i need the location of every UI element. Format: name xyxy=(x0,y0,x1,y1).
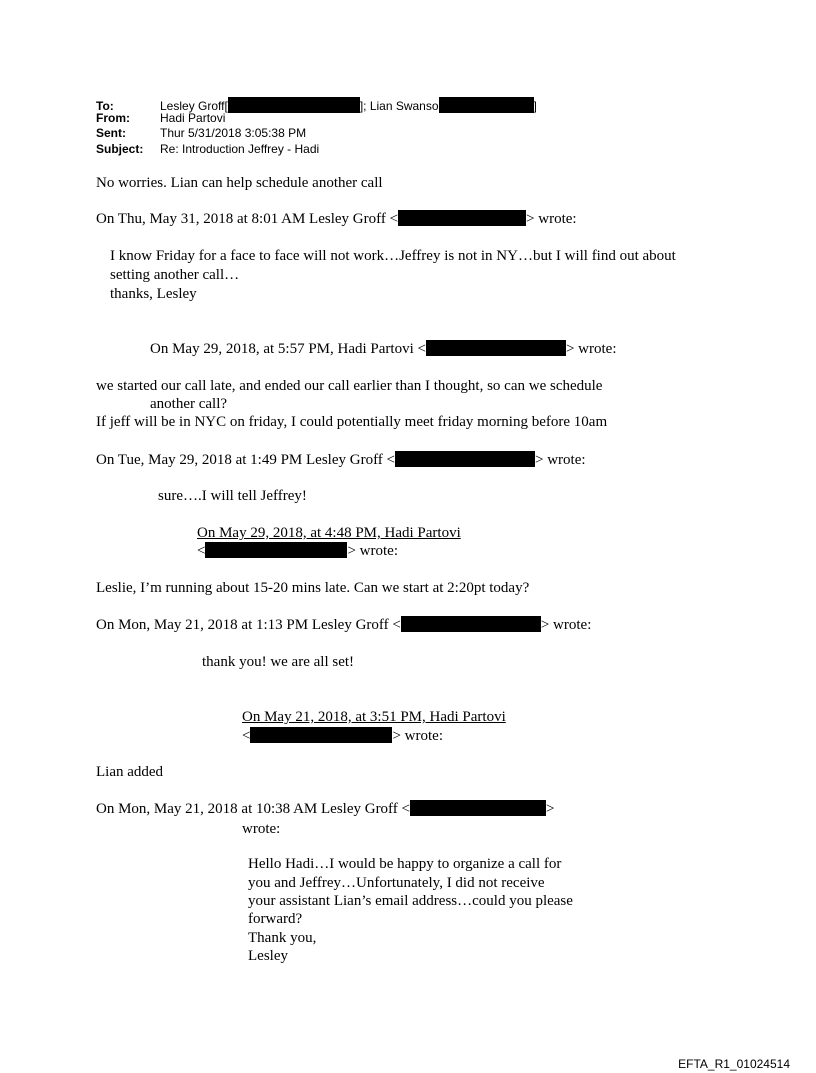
quote-header-text: On Mon, May 21, 2018 at 1:13 PM Lesley Groff < xyxy=(96,617,401,633)
body-line: Leslie, I’m running about 15-20 mins late. Can we start at 2:20pt today? xyxy=(96,580,530,596)
quote-header-text: < xyxy=(197,543,206,559)
body-line: Lian added xyxy=(96,764,164,780)
to-separator: ]; Lian Swanso xyxy=(359,99,439,113)
quote-header xyxy=(197,542,398,560)
quote-header xyxy=(96,800,554,818)
quote-header-end: > xyxy=(546,801,555,817)
to-label: To: xyxy=(96,99,114,113)
quote-header-end: > wrote: xyxy=(347,543,398,559)
quote-header xyxy=(150,340,616,358)
body-line: If jeff will be in NYC on friday, I could potentially meet friday morning before 10am xyxy=(96,414,608,430)
body-line: you and Jeffrey…Unfortunately, I did not receive xyxy=(248,875,545,891)
quote-header-end: > wrote: xyxy=(540,617,592,633)
quote-header: On May 29, 2018, at 4:48 PM, Hadi Partovi xyxy=(197,525,461,541)
subject-label: Subject: xyxy=(96,142,144,156)
quote-header xyxy=(242,727,443,745)
header-from xyxy=(96,111,225,125)
from-value: Hadi Partovi xyxy=(160,111,226,125)
quote-header-end: > wrote: xyxy=(565,341,617,357)
to-name-1: Lesley Groff[ xyxy=(160,99,228,113)
quote-header-text: On May 29, 2018, at 5:57 PM, Hadi Partovi < xyxy=(150,341,426,357)
quote-header-text: On Thu, May 31, 2018 at 8:01 AM Lesley Groff < xyxy=(96,211,399,227)
redaction-box xyxy=(401,616,541,632)
body-line: I know Friday for a face to face will not work…Jeffrey is not in NY…but I will find out about xyxy=(110,248,676,264)
redaction-box xyxy=(228,97,360,113)
redaction-box xyxy=(410,800,546,816)
quote-header-end: > wrote: xyxy=(526,211,577,227)
subject-value: Re: Introduction Jeffrey - Hadi xyxy=(160,142,320,156)
header-subject xyxy=(96,142,319,156)
from-label: From: xyxy=(96,111,130,125)
quote-header: wrote: xyxy=(242,821,281,837)
to-end: ] xyxy=(533,99,537,113)
redaction-box xyxy=(395,451,535,467)
body-line: forward? xyxy=(248,911,303,927)
body-line: sure….I will tell Jeffrey! xyxy=(158,488,307,504)
body-line: Thank you, xyxy=(248,930,317,946)
body-line: thanks, Lesley xyxy=(110,286,197,302)
quote-header xyxy=(96,451,586,469)
body-line: another call? xyxy=(150,396,228,412)
redaction-box xyxy=(426,340,566,356)
redaction-box xyxy=(250,727,392,743)
redaction-box xyxy=(205,542,347,558)
body-line: Hello Hadi…I would be happy to organize a call for xyxy=(248,856,562,872)
quote-header-text: < xyxy=(242,728,251,744)
quote-header xyxy=(96,616,591,634)
quote-header: On May 21, 2018, at 3:51 PM, Hadi Partovi xyxy=(242,709,506,725)
quote-header-text: On Tue, May 29, 2018 at 1:49 PM Lesley Groff < xyxy=(96,452,396,468)
quote-header xyxy=(96,210,577,228)
body-line: setting another call… xyxy=(110,267,240,283)
document-id: EFTA_R1_01024514 xyxy=(678,1057,790,1071)
header-sent xyxy=(96,126,306,140)
body-line: Lesley xyxy=(248,948,288,964)
redaction-box xyxy=(398,210,526,226)
quote-header-text: On Mon, May 21, 2018 at 10:38 AM Lesley Groff < xyxy=(96,801,410,817)
body-line: thank you! we are all set! xyxy=(202,654,355,670)
body-line: your assistant Lian’s email address…could you please xyxy=(248,893,573,909)
body-line: we started our call late, and ended our call earlier than I thought, so can we schedule xyxy=(96,378,603,394)
body-line: No worries. Lian can help schedule another call xyxy=(96,175,383,191)
quote-header-end: > wrote: xyxy=(535,452,586,468)
quote-header-end: > wrote: xyxy=(392,728,443,744)
redaction-box xyxy=(439,97,534,113)
sent-value: Thur 5/31/2018 3:05:38 PM xyxy=(160,126,307,140)
sent-label: Sent: xyxy=(96,126,126,140)
